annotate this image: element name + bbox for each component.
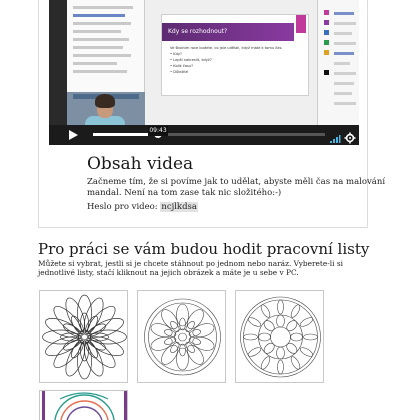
- video-content-title: Obsah videa: [87, 154, 194, 174]
- worksheet-thumbnail-mandala-1[interactable]: [39, 290, 128, 383]
- mandala-colored-image: [40, 391, 128, 420]
- play-button[interactable]: [63, 127, 83, 143]
- mandala-petal: [262, 319, 276, 333]
- mandala-petal: [244, 334, 258, 340]
- mandala-petal: [304, 334, 318, 340]
- video-left-panel: [67, 0, 145, 92]
- mandala-petal: [177, 304, 189, 326]
- mandala-petal: [191, 321, 216, 339]
- video-player[interactable]: [49, 0, 359, 145]
- worksheets-title: Pro práci se vám budou hodit pracovní listy: [38, 240, 370, 258]
- slide-text: [170, 45, 304, 75]
- mandala-petal: [184, 320, 196, 333]
- mandala-petal: [277, 347, 285, 359]
- volume-icon: [329, 132, 341, 144]
- mandala-petal: [180, 318, 186, 330]
- video-progress-bar[interactable]: [93, 127, 325, 136]
- mandala-petal: [289, 303, 301, 318]
- mandala-petal: [259, 355, 271, 370]
- video-card: [38, 0, 386, 228]
- mandala-petal: [299, 346, 314, 358]
- mandala-petal: [285, 319, 299, 333]
- worksheet-thumbnail-mandala-4[interactable]: [39, 390, 128, 420]
- settings-button[interactable]: [344, 129, 356, 141]
- mandala-petal: [180, 344, 186, 356]
- video-content-description: Začneme tím, že si povíme jak to udělat, abyste měli čas na malování mandal. Není na tom zase tak nic složitého:-): [87, 177, 386, 198]
- video-password: [87, 202, 198, 212]
- mandala-petal: [278, 300, 284, 314]
- mandala-petal: [262, 341, 276, 355]
- slide-accent: [296, 15, 306, 33]
- slide-title: Kdy se rozhodnout?: [162, 23, 294, 41]
- play-icon: [67, 129, 79, 141]
- mandala-geometric-image: [236, 291, 324, 383]
- gear-icon: [344, 132, 356, 144]
- video-right-panel: [317, 0, 359, 126]
- slide-line: Ve školním roce budete, co jste udělali, když máte k tomu čas.: [170, 46, 283, 50]
- mandala-petal: [169, 320, 181, 333]
- mandala-petal: [278, 360, 284, 374]
- volume-button[interactable]: [329, 129, 341, 141]
- mandala-petal: [299, 316, 314, 328]
- mandala-petal: [289, 355, 301, 370]
- mandala-petal: [277, 315, 285, 327]
- mandala-petal: [184, 341, 196, 354]
- password-label: Heslo pro video:: [87, 202, 161, 212]
- worksheet-thumbnail-mandala-3[interactable]: [235, 290, 324, 383]
- slide-line: • Kdy?: [170, 52, 182, 56]
- mandala-petal: [285, 341, 299, 355]
- slide-line: • Lepší nakreslit, když?: [170, 58, 212, 62]
- mandala-leaves-image: [138, 291, 226, 383]
- mandala-petal: [259, 303, 271, 318]
- worksheet-thumbnail-mandala-2[interactable]: [137, 290, 226, 383]
- mandala-petal: [177, 348, 189, 370]
- mandala-petal: [247, 316, 262, 328]
- mandala-petal: [247, 346, 262, 358]
- mandala-petal: [291, 333, 303, 341]
- worksheets-description: Můžete si vybrat, jestli si je chcete stáhnout po jednom nebo naráz. Vyberete-li si jednotlivé listy, stačí kliknout na jejich obrázek a máte je u sebe v PC.: [38, 259, 343, 277]
- mandala-flower-image: [40, 291, 128, 383]
- slide-line: • Kolik času?: [170, 64, 194, 68]
- mandala-petal: [259, 333, 271, 341]
- password-value: ncjlkdsa: [161, 202, 197, 212]
- time-tooltip: 09:43: [149, 127, 167, 134]
- slide-line: • Důležité: [170, 70, 189, 74]
- mandala-petal: [169, 341, 181, 354]
- mandala-petal: [149, 335, 174, 353]
- video-slide: [161, 14, 309, 96]
- video-slide-area: [145, 0, 317, 126]
- video-controls: [49, 125, 359, 145]
